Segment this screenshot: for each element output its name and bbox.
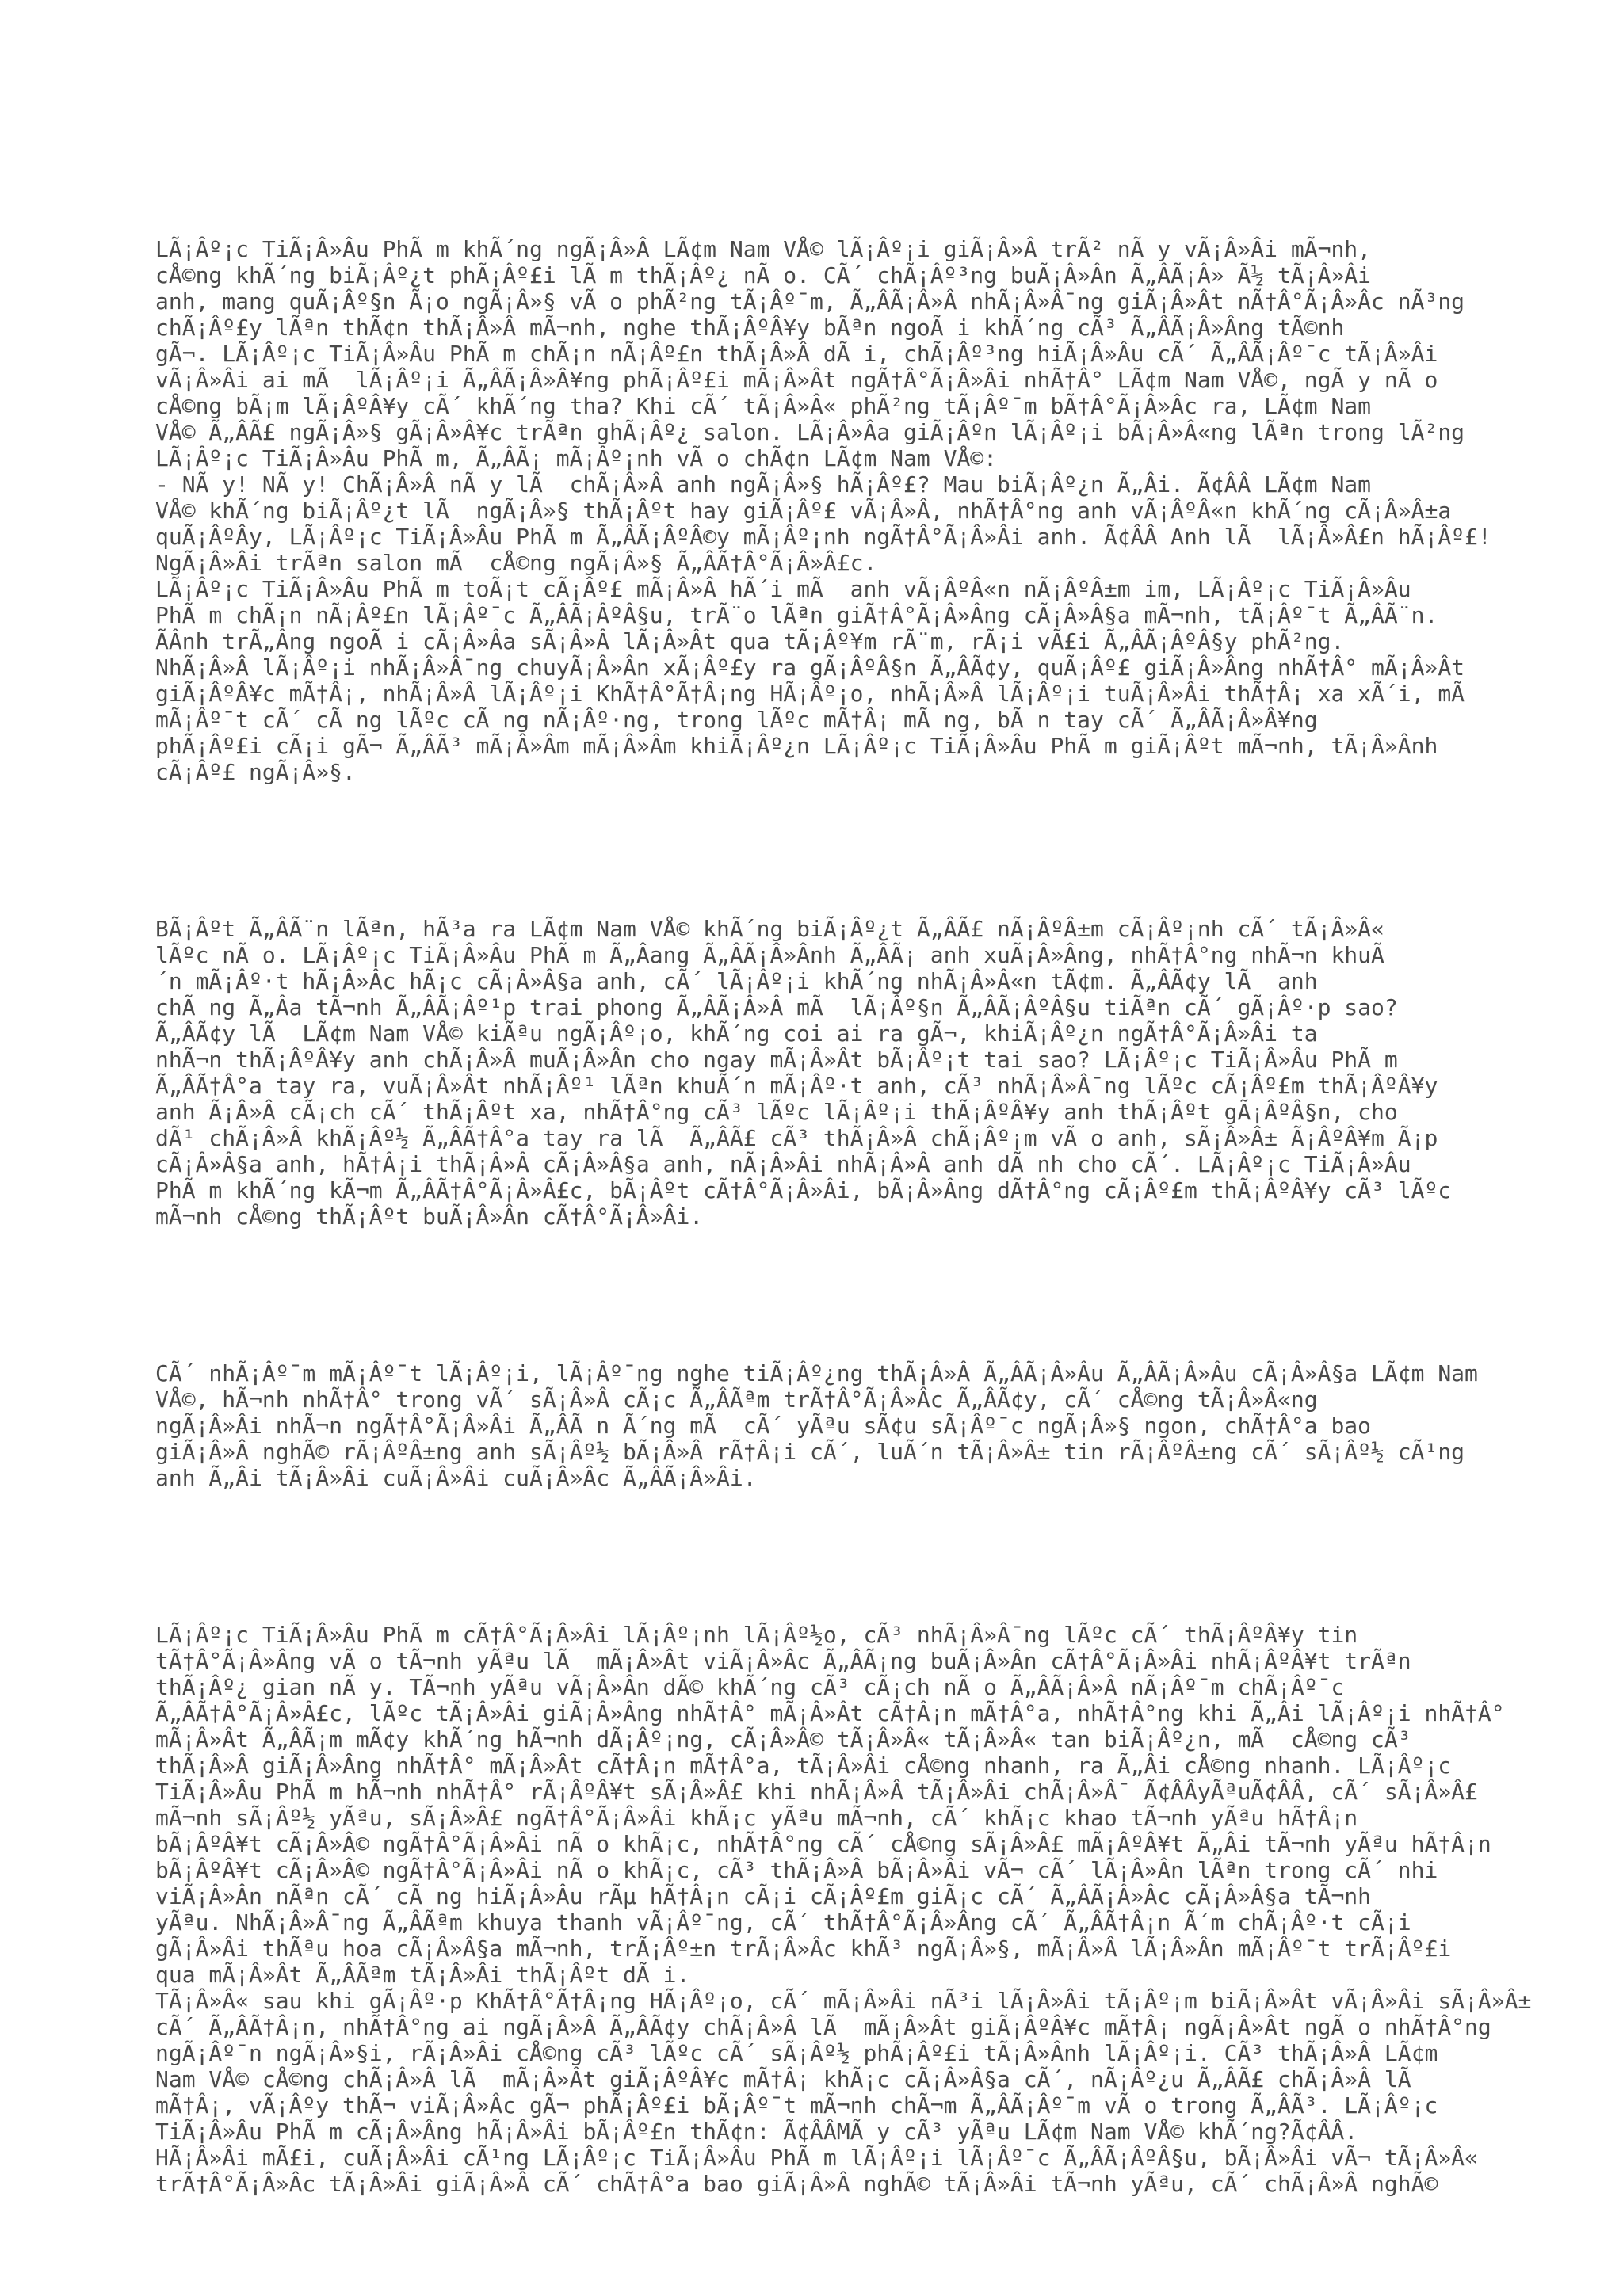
paragraph-gap <box>155 1543 1487 1569</box>
paragraph-4: LÃ¡Âº¡c TiÃ¡Â»Âu PhÃ m cÃ†Â°Ã¡Â»Âi lÃ¡Âº¡nh lÃ¡Âº½o, cÃ³ nhÃ¡Â»Â¯ng lÃºc cÃ´ thÃ¡ÂºÂ¥y tin tÃ†Â°Ã¡Â»Âng vÃ o tÃ¬nh yÃªu lÃ mÃ¡Â»Ât viÃ¡Â»Âc Ã„ÂÃ¡ng buÃ¡Â»Ân cÃ†Â°Ã¡Â»Âi nhÃ¡ÂºÂ¥t trÃªn thÃ¡Âº¿ gian nÃ y. TÃ¬nh yÃªu vÃ¡Â»Ân dÃ© khÃ´ng cÃ³ cÃ¡ch nÃ o Ã„ÂÃ¡Â»Â nÃ¡Âº¯m chÃ¡Âº¯c Ã„ÂÃ†Â°Ã¡Â»Â£c, lÃºc tÃ¡Â»Âi giÃ¡Â»Âng nhÃ†Â° mÃ¡Â»Ât cÃ†Â¡n mÃ†Â°a, nhÃ†Â°ng khi Ã„Âi lÃ¡Âº¡i nhÃ†Â° mÃ¡Â»Ât Ã„ÂÃ¡m mÃ¢y khÃ´ng hÃ¬nh dÃ¡Âº¡ng, cÃ¡Â»Â© tÃ¡Â»Â« tÃ¡Â»Â« tan biÃ¡Âº¿n, mÃ cÅ©ng cÃ³ thÃ¡Â»Â giÃ¡Â»Âng nhÃ†Â° mÃ¡Â»Ât cÃ†Â¡n mÃ†Â°a, tÃ¡Â»Âi cÅ©ng nhanh, ra Ã„Âi cÅ©ng nhanh. LÃ¡Âº¡c TiÃ¡Â»Âu PhÃ m hÃ¬nh nhÃ†Â° rÃ¡ÂºÂ¥t sÃ¡Â»Â£ khi nhÃ¡Â»Â tÃ¡Â»Âi chÃ¡Â»Â¯ Ã¢ÂÂyÃªuÃ¢ÂÂ, cÃ´ sÃ¡Â»Â£ mÃ¬nh sÃ¡Âº½ yÃªu, sÃ¡Â»Â£ ngÃ†Â°Ã¡Â»Âi khÃ¡c yÃªu mÃ¬nh, cÃ´ khÃ¡c khao tÃ¬nh yÃªu hÃ†Â¡n bÃ¡ÂºÂ¥t cÃ¡Â»Â© ngÃ†Â°Ã¡Â»Âi nÃ o khÃ¡c, nhÃ†Â°ng cÃ´ cÅ©ng sÃ¡Â»Â£ mÃ¡ÂºÂ¥t Ã„Âi tÃ¬nh yÃªu hÃ†Â¡n bÃ¡ÂºÂ¥t cÃ¡Â»Â© ngÃ†Â°Ã¡Â»Âi nÃ o khÃ¡c, cÃ³ thÃ¡Â»Â bÃ¡Â»Âi vÃ¬ cÃ´ lÃ¡Â»Ân lÃªn trong cÃ´ nhi viÃ¡Â»Ân nÃªn cÃ´ cÃ ng hiÃ¡Â»Âu rÃµ hÃ†Â¡n cÃ¡i cÃ¡Âº£m giÃ¡c cÃ´ Ã„ÂÃ¡Â»Âc cÃ¡Â»Â§a tÃ¬nh yÃªu. NhÃ¡Â»Â¯ng Ã„ÂÃªm khuya thanh vÃ¡Âº¯ng, cÃ´ thÃ†Â°Ã¡Â»Âng cÃ´ Ã„ÂÃ†Â¡n Ã´m chÃ¡Âº·t cÃ¡i gÃ¡Â»Âi thÃªu hoa cÃ¡Â»Â§a mÃ¬nh, trÃ¡Âº±n trÃ¡Â»Âc khÃ³ ngÃ¡Â»§, mÃ¡Â»Â lÃ¡Â»Ân mÃ¡Âº¯t trÃ¡Âº£i qua mÃ¡Â»Ât Ã„ÂÃªm tÃ¡Â»Âi thÃ¡Âºt dÃ i. TÃ¡Â»Â« sau khi gÃ¡Âº·p KhÃ†Â°Ã†Â¡ng HÃ¡Âº¡o, cÃ´ mÃ¡Â»Âi nÃ³i lÃ¡Â»Âi tÃ¡Âº¡m biÃ¡Â»Ât vÃ¡Â»Âi sÃ¡Â»Â± cÃ´ Ã„ÂÃ†Â¡n, nhÃ†Â°ng ai ngÃ¡Â»Â Ã„ÂÃ¢y chÃ¡Â»Â lÃ mÃ¡Â»Ât giÃ¡ÂºÂ¥c mÃ†Â¡ ngÃ¡Â»Ât ngÃ o nhÃ†Â°ng ngÃ¡Âº¯n ngÃ¡Â»§i, rÃ¡Â»Âi cÅ©ng cÃ³ lÃºc cÃ´ sÃ¡Âº½ phÃ¡Âº£i tÃ¡Â»Ânh lÃ¡Âº¡i. CÃ³ thÃ¡Â»Â LÃ¢m Nam VÅ© cÅ©ng chÃ¡Â»Â lÃ mÃ¡Â»Ât giÃ¡ÂºÂ¥c mÃ†Â¡ khÃ¡c cÃ¡Â»Â§a cÃ´, nÃ¡Âº¿u Ã„ÂÃ£ chÃ¡Â»Â lÃ mÃ†Â¡, vÃ¡Âºy thÃ¬ viÃ¡Â»Âc gÃ¬ phÃ¡Âº£i bÃ¡Âº¯t mÃ¬nh chÃ¬m Ã„ÂÃ¡Âº¯m vÃ o trong Ã„ÂÃ³. LÃ¡Âº¡c TiÃ¡Â»Âu PhÃ m cÃ¡Â»Âng hÃ¡Â»Âi bÃ¡Âº£n thÃ¢n: Ã¢ÂÂMÃ y cÃ³ yÃªu LÃ¢m Nam VÅ© khÃ´ng?Ã¢ÂÂ. HÃ¡Â»Âi mÃ£i, cuÃ¡Â»Âi cÃ¹ng LÃ¡Âº¡c TiÃ¡Â»Âu PhÃ m lÃ¡Âº¡i lÃ¡Âº¯c Ã„ÂÃ¡ÂºÂ§u, bÃ¡Â»Âi vÃ¬ tÃ¡Â»Â« trÃ†Â°Ã¡Â»Âc tÃ¡Â»Âi giÃ¡Â»Â cÃ´ chÃ†Â°a bao giÃ¡Â»Â nghÃ© tÃ¡Â»Âi tÃ¬nh yÃªu, cÃ´ chÃ¡Â»Â nghÃ© <box>155 1622 1532 2197</box>
document-page <box>155 184 1532 2223</box>
paragraph-gap <box>155 837 1487 864</box>
paragraph-gap <box>155 1282 1487 1308</box>
paragraph-2: BÃ¡Âºt Ã„ÂÃ¨n lÃªn, hÃ³a ra LÃ¢m Nam VÅ© khÃ´ng biÃ¡Âº¿t Ã„ÂÃ£ nÃ¡ÂºÂ±m cÃ¡Âº¡nh cÃ´ tÃ¡Â»Â« lÃºc nÃ o. LÃ¡Âº¡c TiÃ¡Â»Âu PhÃ m Ã„Âang Ã„ÂÃ¡Â»Ânh Ã„ÂÃ¡ anh xuÃ¡Â»Âng, nhÃ†Â°ng nhÃ¬n khuÃ ´n mÃ¡Âº·t hÃ¡Â»Âc hÃ¡c cÃ¡Â»Â§a anh, cÃ´ lÃ¡Âº¡i khÃ´ng nhÃ¡Â»Â«n tÃ¢m. Ã„ÂÃ¢y lÃ anh chÃ ng Ã„Âa tÃ¬nh Ã„ÂÃ¡Âº¹p trai phong Ã„ÂÃ¡Â»Â mÃ lÃ¡Âº§n Ã„ÂÃ¡ÂºÂ§u tiÃªn cÃ´ gÃ¡Âº·p sao? Ã„ÂÃ¢y lÃ LÃ¢m Nam VÅ© kiÃªu ngÃ¡Âº¡o, khÃ´ng coi ai ra gÃ¬, khiÃ¡Âº¿n ngÃ†Â°Ã¡Â»Âi ta nhÃ¬n thÃ¡ÂºÂ¥y anh chÃ¡Â»Â muÃ¡Â»Ân cho ngay mÃ¡Â»Ât bÃ¡Âº¡t tai sao? LÃ¡Âº¡c TiÃ¡Â»Âu PhÃ m Ã„ÂÃ†Â°a tay ra, vuÃ¡Â»Ât nhÃ¡Âº¹ lÃªn khuÃ´n mÃ¡Âº·t anh, cÃ³ nhÃ¡Â»Â¯ng lÃºc cÃ¡Âº£m thÃ¡ÂºÂ¥y anh Ã¡Â»Â cÃ¡ch cÃ´ thÃ¡Âºt xa, nhÃ†Â°ng cÃ³ lÃºc lÃ¡Âº¡i thÃ¡ÂºÂ¥y anh thÃ¡Âºt gÃ¡ÂºÂ§n, cho dÃ¹ chÃ¡Â»Â khÃ¡Âº½ Ã„ÂÃ†Â°a tay ra lÃ Ã„ÂÃ£ cÃ³ thÃ¡Â»Â chÃ¡Âº¡m vÃ o anh, sÃ¡Â»Â± Ã¡ÂºÂ¥m Ã¡p cÃ¡Â»Â§a anh, hÃ†Â¡i thÃ¡Â»Â cÃ¡Â»Â§a anh, nÃ¡Â»Âi nhÃ¡Â»Â anh dÃ nh cho cÃ´. LÃ¡Âº¡c TiÃ¡Â»Âu PhÃ m khÃ´ng kÃ¬m Ã„ÂÃ†Â°Ã¡Â»Â£c, bÃ¡Âºt cÃ†Â°Ã¡Â»Âi, bÃ¡Â»Âng dÃ†Â°ng cÃ¡Âº£m thÃ¡ÂºÂ¥y cÃ³ lÃºc mÃ¬nh cÅ©ng thÃ¡Âºt buÃ¡Â»Ân cÃ†Â°Ã¡Â»Âi. <box>155 916 1452 1230</box>
paragraph-3: CÃ´ nhÃ¡Âº¯m mÃ¡Âº¯t lÃ¡Âº¡i, lÃ¡Âº¯ng nghe tiÃ¡Âº¿ng thÃ¡Â»Â Ã„ÂÃ¡Â»Âu Ã„ÂÃ¡Â»Âu cÃ¡Â»Â§a LÃ¢m Nam VÅ©, hÃ¬nh nhÃ†Â° trong vÃ´ sÃ¡Â»Â cÃ¡c Ã„ÂÃªm trÃ†Â°Ã¡Â»Âc Ã„ÂÃ¢y, cÃ´ cÅ©ng tÃ¡Â»Â«ng ngÃ¡Â»Âi nhÃ¬n ngÃ†Â°Ã¡Â»Âi Ã„ÂÃ n Ã´ng mÃ cÃ´ yÃªu sÃ¢u sÃ¡Âº¯c ngÃ¡Â»§ ngon, chÃ†Â°a bao giÃ¡Â»Â nghÃ© rÃ¡ÂºÂ±ng anh sÃ¡Âº½ bÃ¡Â»Â rÃ†Â¡i cÃ´, luÃ´n tÃ¡Â»Â± tin rÃ¡ÂºÂ±ng cÃ´ sÃ¡Âº½ cÃ¹ng anh Ã„Âi tÃ¡Â»Âi cuÃ¡Â»Âi cuÃ¡Â»Âc Ã„ÂÃ¡Â»Âi. <box>155 1360 1478 1491</box>
paragraph-1: LÃ¡Âº¡c TiÃ¡Â»Âu PhÃ m khÃ´ng ngÃ¡Â»Â LÃ¢m Nam VÅ© lÃ¡Âº¡i giÃ¡Â»Â trÃ² nÃ y vÃ¡Â»Âi mÃ¬nh, cÅ©ng khÃ´ng biÃ¡Âº¿t phÃ¡Âº£i lÃ m thÃ¡Âº¿ nÃ o. CÃ´ chÃ¡Âº³ng buÃ¡Â»Ân Ã„ÂÃ¡Â» Ã½ tÃ¡Â»Âi anh, mang quÃ¡Âº§n Ã¡o ngÃ¡Â»§ vÃ o phÃ²ng tÃ¡Âº¯m, Ã„ÂÃ¡Â»Â nhÃ¡Â»Â¯ng giÃ¡Â»Ât nÃ†Â°Ã¡Â»Âc nÃ³ng chÃ¡Âº£y lÃªn thÃ¢n thÃ¡Â»Â mÃ¬nh, nghe thÃ¡ÂºÂ¥y bÃªn ngoÃ i khÃ´ng cÃ³ Ã„ÂÃ¡Â»Âng tÃ©nh gÃ¬. LÃ¡Âº¡c TiÃ¡Â»Âu PhÃ m chÃ¡n nÃ¡Âº£n thÃ¡Â»Â dÃ i, chÃ¡Âº³ng hiÃ¡Â»Âu cÃ´ Ã„ÂÃ¡Âº¯c tÃ¡Â»Âi vÃ¡Â»Âi ai mÃ lÃ¡Âº¡i Ã„ÂÃ¡Â»Â¥ng phÃ¡Âº£i mÃ¡Â»Ât ngÃ†Â°Ã¡Â»Âi nhÃ†Â° LÃ¢m Nam VÅ©, ngÃ y nÃ o cÅ©ng bÃ¡m lÃ¡ÂºÂ¥y cÃ´ khÃ´ng tha? Khi cÃ´ tÃ¡Â»Â« phÃ²ng tÃ¡Âº¯m bÃ†Â°Ã¡Â»Âc ra, LÃ¢m Nam VÅ© Ã„ÂÃ£ ngÃ¡Â»§ gÃ¡Â»Â¥c trÃªn ghÃ¡Âº¿ salon. LÃ¡Â»Âa giÃ¡Âºn lÃ¡Âº¡i bÃ¡Â»Â«ng lÃªn trong lÃ²ng LÃ¡Âº¡c TiÃ¡Â»Âu PhÃ m, Ã„ÂÃ¡ mÃ¡Âº¡nh vÃ o chÃ¢n LÃ¢m Nam VÅ©: - NÃ y! NÃ y! ChÃ¡Â»Â nÃ y lÃ chÃ¡Â»Â anh ngÃ¡Â»§ hÃ¡Âº£? Mau biÃ¡Âº¿n Ã„Âi. Ã¢ÂÂ LÃ¢m Nam VÅ© khÃ´ng biÃ¡Âº¿t lÃ ngÃ¡Â»§ thÃ¡Âºt hay giÃ¡Âº£ vÃ¡Â»Â, nhÃ†Â°ng anh vÃ¡ÂºÂ«n khÃ´ng cÃ¡Â»Â±a quÃ¡ÂºÂy, LÃ¡Âº¡c TiÃ¡Â»Âu PhÃ m Ã„ÂÃ¡ÂºÂ©y mÃ¡Âº¡nh ngÃ†Â°Ã¡Â»Âi anh. Ã¢ÂÂ Anh lÃ lÃ¡Â»Â£n hÃ¡Âº£! NgÃ¡Â»Âi trÃªn salon mÃ cÅ©ng ngÃ¡Â»§ Ã„ÂÃ†Â°Ã¡Â»Â£c. LÃ¡Âº¡c TiÃ¡Â»Âu PhÃ m toÃ¡t cÃ¡Âº£ mÃ¡Â»Â hÃ´i mÃ anh vÃ¡ÂºÂ«n nÃ¡ÂºÂ±m im, LÃ¡Âº¡c TiÃ¡Â»Âu PhÃ m chÃ¡n nÃ¡Âº£n lÃ¡Âº¯c Ã„ÂÃ¡ÂºÂ§u, trÃ¨o lÃªn giÃ†Â°Ã¡Â»Âng cÃ¡Â»Â§a mÃ¬nh, tÃ¡Âº¯t Ã„ÂÃ¨n. ÃÂnh trÃ„Âng ngoÃ i cÃ¡Â»Âa sÃ¡Â»Â lÃ¡Â»Ât qua tÃ¡Âº¥m rÃ¨m, rÃ¡i vÃ£i Ã„ÂÃ¡ÂºÂ§y phÃ²ng. NhÃ¡Â»Â lÃ¡Âº¡i nhÃ¡Â»Â¯ng chuyÃ¡Â»Ân xÃ¡Âº£y ra gÃ¡ÂºÂ§n Ã„ÂÃ¢y, quÃ¡Âº£ giÃ¡Â»Âng nhÃ†Â° mÃ¡Â»Ât giÃ¡ÂºÂ¥c mÃ†Â¡, nhÃ¡Â»Â lÃ¡Âº¡i KhÃ†Â°Ã†Â¡ng HÃ¡Âº¡o, nhÃ¡Â»Â lÃ¡Âº¡i tuÃ¡Â»Âi thÃ†Â¡ xa xÃ´i, mÃ mÃ¡Âº¯t cÃ´ cÃ ng lÃºc cÃ ng nÃ¡Âº·ng, trong lÃºc mÃ†Â¡ mÃ ng, bÃ n tay cÃ´ Ã„ÂÃ¡Â»Â¥ng phÃ¡Âº£i cÃ¡i gÃ¬ Ã„ÂÃ³ mÃ¡Â»Âm mÃ¡Â»Âm khiÃ¡Âº¿n LÃ¡Âº¡c TiÃ¡Â»Âu PhÃ m giÃ¡Âºt mÃ¬nh, tÃ¡Â»Ânh cÃ¡Âº£ ngÃ¡Â»§. <box>155 236 1491 785</box>
